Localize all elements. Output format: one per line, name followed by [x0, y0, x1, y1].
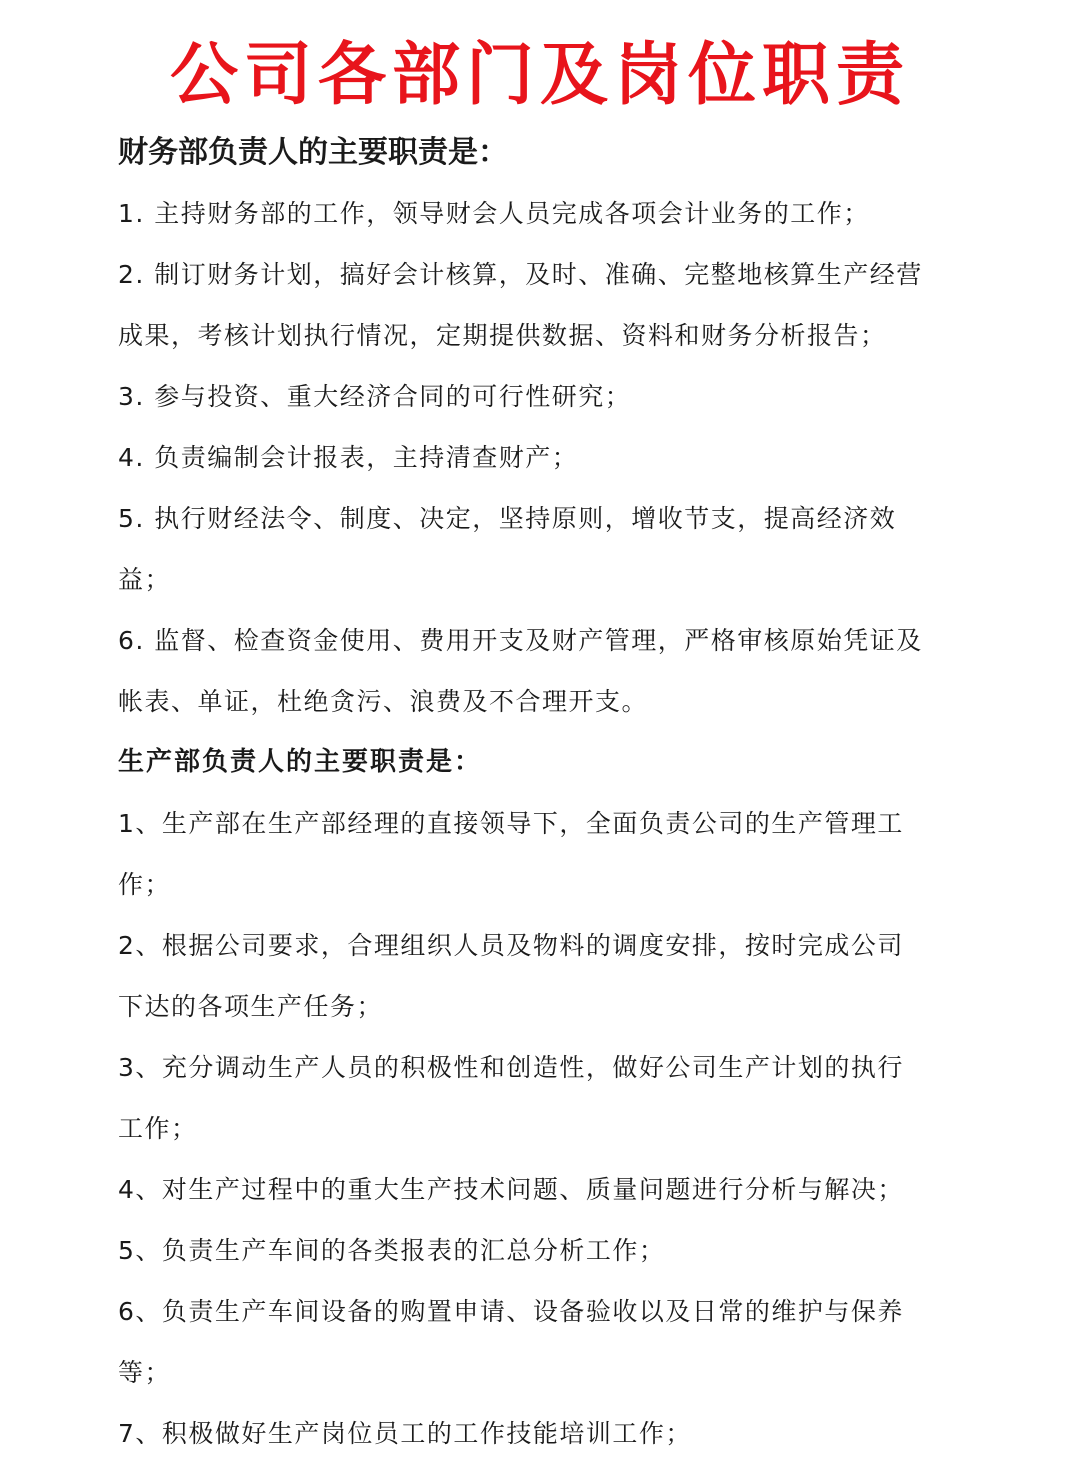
page-title: 公司各部门及岗位职责 — [169, 35, 910, 115]
finance-duty-line: 3. 参与投资、重大经济合同的可行性研究； — [118, 382, 632, 411]
finance-section-heading: 财务部负责人的主要职责是： — [118, 135, 508, 170]
production-duty-line: 等； — [118, 1358, 172, 1387]
production-duty-line: 工作； — [118, 1114, 198, 1143]
production-duty-line: 1、生产部在生产部经理的直接领导下，全面负责公司的生产管理工 — [118, 809, 904, 838]
finance-duty-line: 1. 主持财务部的工作，领导财会人员完成各项会计业务的工作； — [118, 199, 870, 228]
production-duty-line: 3、充分调动生产人员的积极性和创造性，做好公司生产计划的执行 — [118, 1053, 904, 1082]
production-duty-line: 下达的各项生产任务； — [118, 992, 384, 1021]
finance-duty-line: 帐表、单证，杜绝贪污、浪费及不合理开支。 — [118, 687, 649, 716]
finance-duty-line: 2. 制订财务计划，搞好会计核算，及时、准确、完整地核算生产经营 — [118, 260, 923, 289]
production-duty-line: 作； — [118, 870, 172, 899]
finance-duty-line: 5. 执行财经法令、制度、决定，坚持原则，增收节支，提高经济效益； — [118, 504, 897, 594]
finance-duty-line: 4. 负责编制会计报表，主持清查财产； — [118, 443, 579, 472]
production-duty-line: 5、负责生产车间的各类报表的汇总分析工作； — [118, 1236, 666, 1265]
production-section-heading: 生产部负责人的主要职责是： — [118, 747, 483, 777]
document-body — [118, 122, 938, 1464]
production-duty-line: 4、对生产过程中的重大生产技术问题、质量问题进行分析与解决； — [118, 1175, 904, 1204]
finance-duty-line: 成果，考核计划执行情况，定期提供数据、资料和财务分析报告； — [118, 321, 887, 350]
production-duty-line: 2、根据公司要求，合理组织人员及物料的调度安排，按时完成公司 — [118, 931, 904, 960]
finance-duty-line: 6. 监督、检查资金使用、费用开支及财产管理，严格审核原始凭证及 — [118, 626, 923, 655]
production-duty-line: 6、负责生产车间设备的购置申请、设备验收以及日常的维护与保养 — [118, 1297, 904, 1326]
production-duty-line: 7、积极做好生产岗位员工的工作技能培训工作； — [118, 1419, 692, 1448]
